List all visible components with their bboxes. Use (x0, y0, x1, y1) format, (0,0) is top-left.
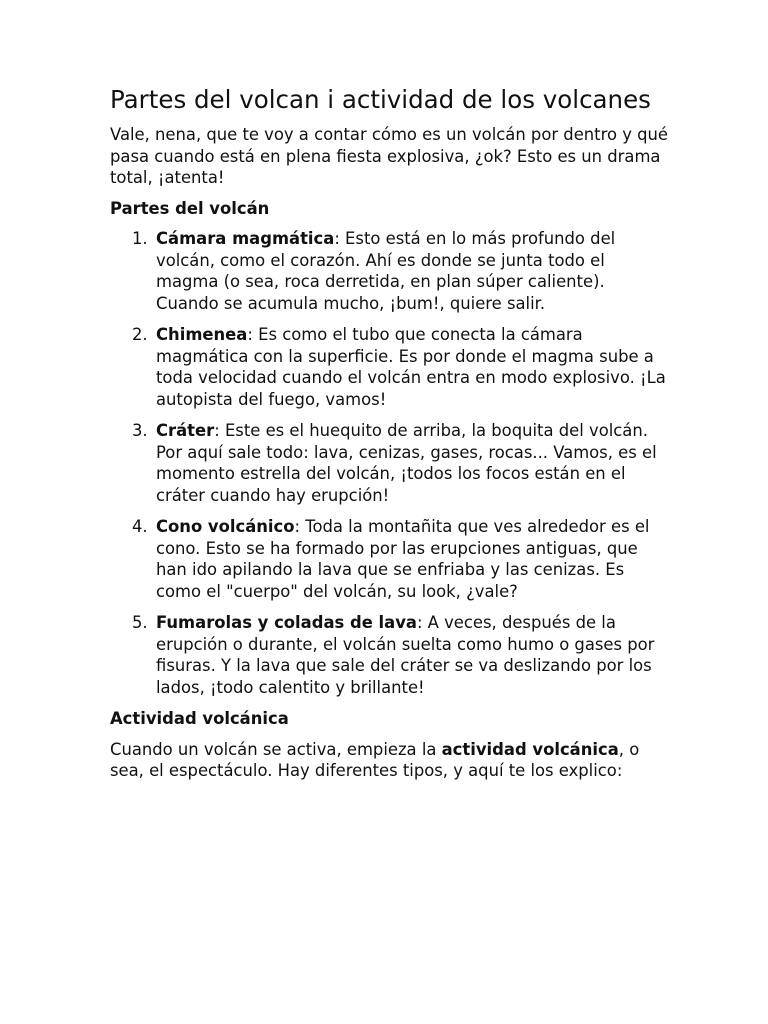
list-item (110, 324, 670, 410)
list-item-number: 4. (132, 517, 148, 536)
list-item-term: Chimenea (156, 325, 248, 344)
list-item-number: 2. (132, 325, 148, 344)
list-item (110, 228, 670, 314)
activity-intro-paragraph (110, 739, 670, 782)
list-item-text: : A veces, después de la erupción o durante, el volcán suelta como humo o gases por fisuras. Y la lava que sale del cráter se va deslizando por los lados, ¡todo calentito y brillante! (156, 613, 655, 697)
intro-paragraph: Vale, nena, que te voy a contar cómo es un volcán por dentro y qué pasa cuando está en plena fiesta explosiva, ¿ok? Esto es un drama total, ¡atenta! (110, 125, 669, 187)
list-item-text: : Este es el huequito de arriba, la boquita del volcán. Por aquí sale todo: lava, cenizas, gases, rocas... Vamos, es el momento estrella del volcán, ¡todos los focos están en el cráter cuando hay erupción! (156, 421, 657, 505)
list-item-text: : Esto está en lo más profundo del volcán, como el corazón. Ahí es donde se junta todo el magma (o sea, roca derretida, en plan súper caliente). Cuando se acumula mucho, ¡bum!, quiere salir. (156, 229, 616, 313)
list-item-term: Cámara magmática (156, 229, 335, 248)
list-item-term: Cráter (156, 421, 215, 440)
list-item-number: 5. (132, 613, 148, 632)
section-heading-activity: Actividad volcánica (110, 709, 289, 728)
activity-intro-after: , o sea, el espectáculo. Hay diferentes tipos, y aquí te los explico: (110, 739, 640, 780)
activity-intro-before: Cuando un volcán se activa, empieza la (110, 739, 442, 759)
activity-intro-strong: actividad volcánica (441, 739, 619, 759)
list-item (110, 420, 670, 506)
document-title: Partes del volcan i actividad de los volcanes (110, 85, 651, 114)
list-item-text: : Es como el tubo que conecta la cámara magmática con la superficie. Es por donde el magma sube a toda velocidad cuando el volcán entra en modo explosivo. ¡La autopista del fuego, vamos! (156, 325, 666, 409)
list-item (110, 612, 670, 698)
section-heading-parts: Partes del volcán (110, 198, 270, 218)
list-item-number: 3. (132, 421, 148, 440)
list-item (110, 516, 670, 602)
volcano-parts-list (110, 228, 670, 698)
list-item-term: Cono volcánico (156, 517, 295, 536)
document-page (110, 84, 670, 782)
list-item-term: Fumarolas y coladas de lava (156, 613, 417, 632)
list-item-text: : Toda la montañita que ves alrededor es el cono. Esto se ha formado por las erupciones antiguas, que han ido apilando la lava que se enfriaba y las cenizas. Es como el "cuerpo" del volcán, su look, ¿vale? (156, 517, 650, 601)
list-item-number: 1. (132, 229, 148, 248)
